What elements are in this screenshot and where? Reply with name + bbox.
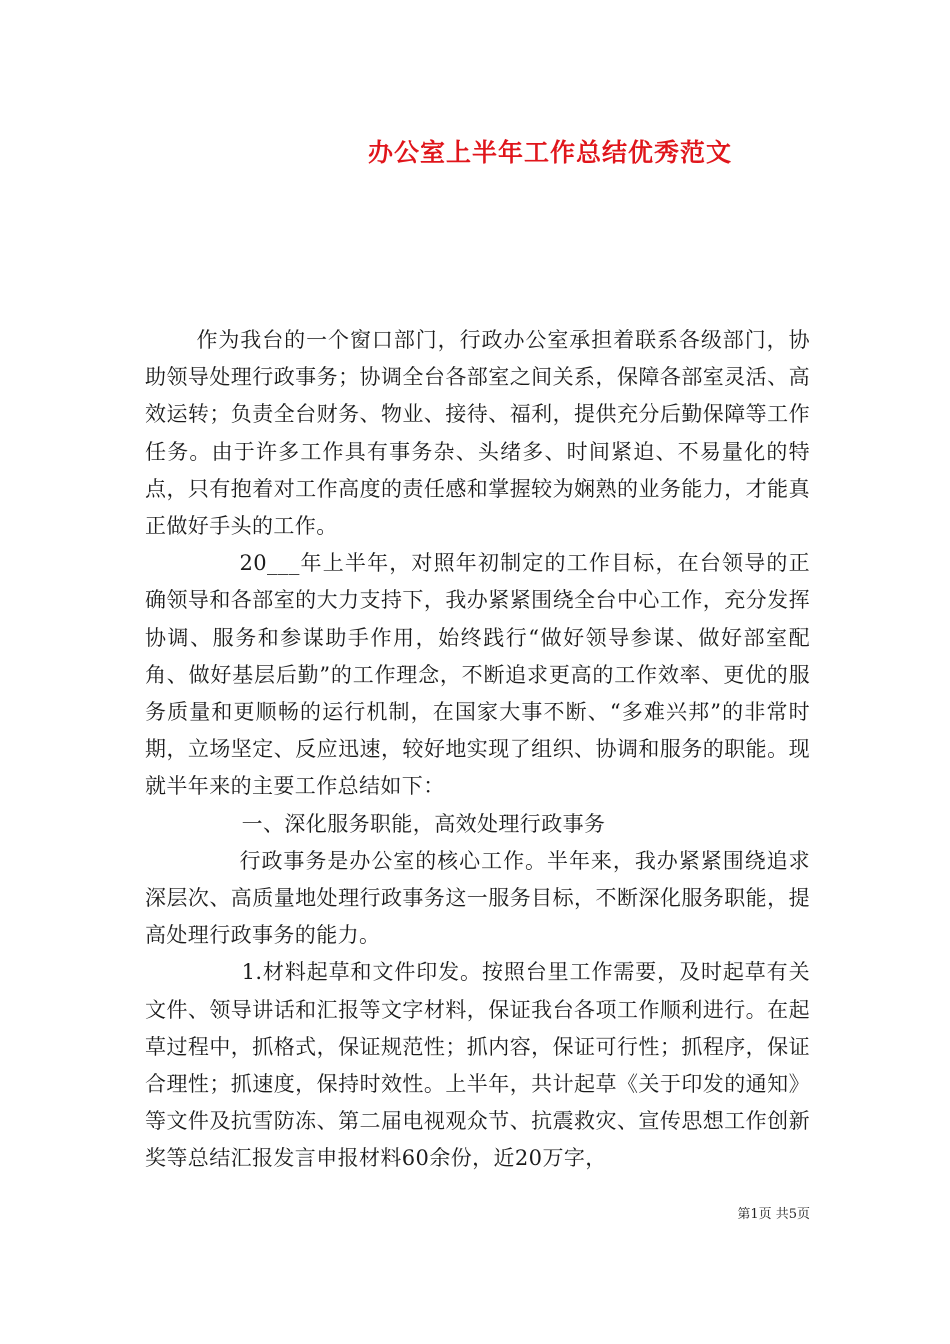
summary-paragraph: 20___年上半年，对照年初制定的工作目标，在台领导的正确领导和各部室的大力支持下，我办紧紧围绕全台中心工作，充分发挥协调、服务和参谋助手作用，始终践行“做好领导参谋、做好部室配角、做好基层后勤”的工作理念，不断追求更高的工作效率、更优的服务质量和更顺畅的运行机制，在国家大事不断、“多难兴邦”的非常时期，立场坚定、反应迅速，较好地实现了组织、协调和服务的职能。现就半年来的主要工作总结如下：: [145, 551, 810, 799]
item-paragraph: 1.材料起草和文件印发。按照台里工作需要，及时起草有关文件、领导讲话和汇报等文字材料，保证我台各项工作顺利进行。在起草过程中，抓格式，保证规范性；抓内容，保证可行性；抓程序，保证合理性；抓速度，保持时效性。上半年，共计起草《关于印发的通知》等文件及抗雪防冻、第二届电视观众节、抗震救灾、宣传思想工作创新奖等总结汇报发言申报材料60余份，近20万字，: [145, 960, 810, 1171]
document-title: 办公室上半年工作总结优秀范文: [367, 138, 732, 167]
page-number: 第1页 共5页: [737, 1207, 810, 1222]
section-intro-paragraph: 行政事务是办公室的核心工作。半年来，我办紧紧围绕追求深层次、高质量地处理行政事务这一服务目标，不断深化服务职能，提高处理行政事务的能力。: [145, 848, 810, 948]
intro-paragraph: 作为我台的一个窗口部门，行政办公室承担着联系各级部门，协助领导处理行政事务；协调全台各部室之间关系，保障各部室灵活、高效运转；负责全台财务、物业、接待、福利，提供充分后勤保障等工作任务。由于许多工作具有事务杂、头绪多、时间紧迫、不易量化的特点，只有抱着对工作高度的责任感和掌握较为娴熟的业务能力，才能真正做好手头的工作。: [145, 328, 810, 539]
document-body: [145, 322, 810, 1178]
section-heading: 一、深化服务职能，高效处理行政事务: [241, 811, 606, 836]
